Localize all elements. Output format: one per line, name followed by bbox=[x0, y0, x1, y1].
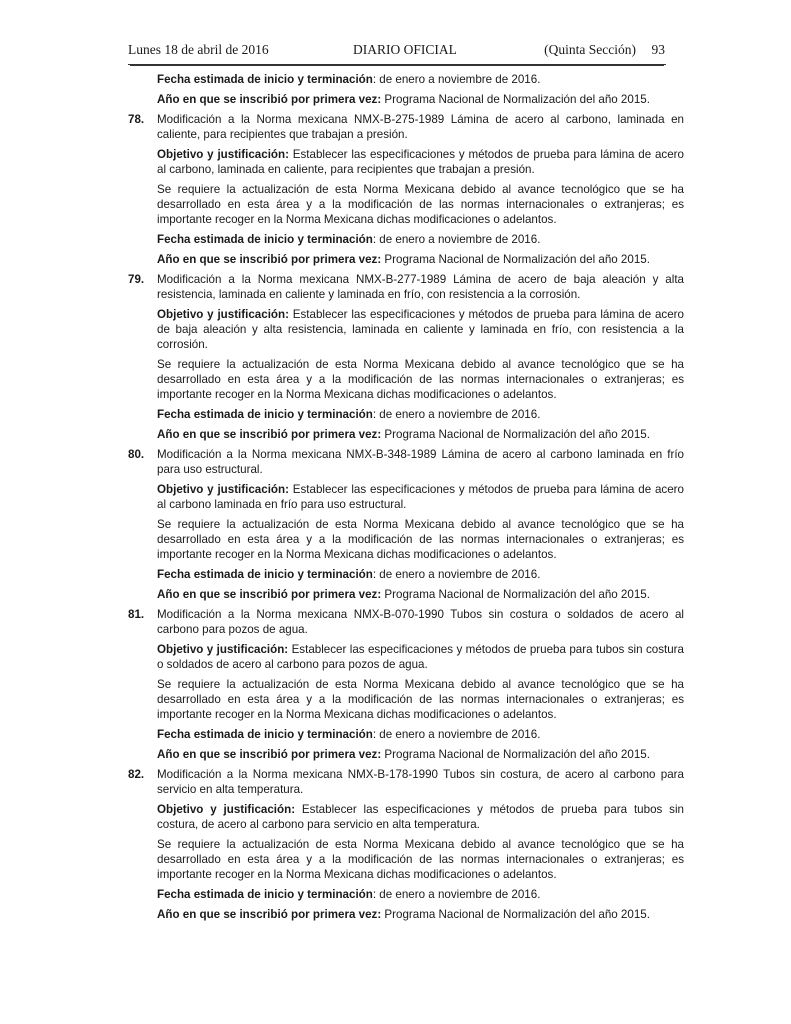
fecha-paragraph bbox=[157, 72, 684, 87]
item-body bbox=[157, 272, 684, 442]
ano-label: Año en que se inscribió por primera vez: bbox=[157, 908, 382, 921]
fecha-paragraph bbox=[157, 407, 684, 422]
objetivo-label: Objetivo y justificación: bbox=[157, 643, 289, 656]
ano-label: Año en que se inscribió por primera vez: bbox=[157, 748, 382, 761]
objetivo-label: Objetivo y justificación: bbox=[157, 308, 289, 321]
item-number: 80. bbox=[128, 448, 145, 461]
objetivo-text: Establecer las especificaciones y métodos de prueba para lámina de acero al carbono laminada en frío para uso estructural. bbox=[157, 483, 684, 511]
fecha-label: Fecha estimada de inicio y terminación bbox=[157, 888, 373, 901]
header-page-number: 93 bbox=[651, 42, 665, 57]
ano-label: Año en que se inscribió por primera vez: bbox=[157, 253, 382, 266]
fecha-paragraph bbox=[157, 727, 684, 742]
objetivo-label: Objetivo y justificación: bbox=[157, 803, 296, 816]
list-item bbox=[128, 272, 684, 442]
fecha-text: : de enero a noviembre de 2016. bbox=[372, 73, 541, 86]
list-item bbox=[128, 447, 684, 602]
fecha-text: : de enero a noviembre de 2016. bbox=[372, 728, 541, 741]
fecha-paragraph bbox=[157, 232, 684, 247]
ano-paragraph bbox=[157, 747, 684, 762]
fecha-text: : de enero a noviembre de 2016. bbox=[372, 233, 541, 246]
requiere-paragraph: Se requiere la actualización de esta Norma Mexicana debido al avance tecnológico que se ha desarrollado en esta área y a la modificación de las normas internacionales o extranjeras; es importante recoger en la Norma Mexicana dichas modificaciones o adelantos. bbox=[157, 678, 684, 721]
ano-text: Programa Nacional de Normalización del año 2015. bbox=[381, 748, 650, 761]
fecha-label: Fecha estimada de inicio y terminación bbox=[157, 728, 373, 741]
requiere-paragraph: Se requiere la actualización de esta Norma Mexicana debido al avance tecnológico que se ha desarrollado en esta área y a la modificación de las normas internacionales o extranjeras; es importante recoger en la Norma Mexicana dichas modificaciones o adelantos. bbox=[157, 358, 684, 401]
fecha-text: : de enero a noviembre de 2016. bbox=[372, 408, 541, 421]
requiere-paragraph: Se requiere la actualización de esta Norma Mexicana debido al avance tecnológico que se ha desarrollado en esta área y a la modificación de las normas internacionales o extranjeras; es importante recoger en la Norma Mexicana dichas modificaciones o adelantos. bbox=[157, 838, 684, 881]
list-item bbox=[128, 112, 684, 267]
fecha-label: Fecha estimada de inicio y terminación bbox=[157, 73, 373, 86]
ano-paragraph bbox=[157, 587, 684, 602]
ano-text: Programa Nacional de Normalización del año 2015. bbox=[381, 428, 650, 441]
objetivo-paragraph bbox=[157, 802, 684, 832]
fecha-paragraph bbox=[157, 887, 684, 902]
objetivo-label: Objetivo y justificación: bbox=[157, 483, 289, 496]
item-title: Modificación a la Norma mexicana NMX-B-178-1990 Tubos sin costura, de acero al carbono para servicio en alta temperatura. bbox=[157, 768, 684, 796]
objetivo-text: Establecer las especificaciones y métodos de prueba para tubos sin costura, de acero al carbono para servicio en alta temperatura. bbox=[157, 803, 684, 831]
objetivo-text: Establecer las especificaciones y métodos de prueba para lámina de acero de baja aleación y alta resistencia, laminada en caliente y laminada en frío, con resistencia a la corrosión. bbox=[157, 308, 684, 351]
fecha-label: Fecha estimada de inicio y terminación bbox=[157, 568, 373, 581]
ano-label: Año en que se inscribió por primera vez: bbox=[157, 588, 382, 601]
ano-label: Año en que se inscribió por primera vez: bbox=[157, 93, 382, 106]
objetivo-paragraph bbox=[157, 307, 684, 352]
fecha-label: Fecha estimada de inicio y terminación bbox=[157, 408, 373, 421]
ano-paragraph bbox=[157, 427, 684, 442]
fecha-text: : de enero a noviembre de 2016. bbox=[372, 888, 541, 901]
ano-paragraph bbox=[157, 92, 684, 107]
list-item bbox=[128, 767, 684, 922]
requiere-paragraph: Se requiere la actualización de esta Norma Mexicana debido al avance tecnológico que se ha desarrollado en esta área y a la modificación de las normas internacionales o extranjeras; es importante recoger en la Norma Mexicana dichas modificaciones o adelantos. bbox=[157, 518, 684, 561]
header-title: DIARIO OFICIAL bbox=[353, 42, 457, 57]
item-title: Modificación a la Norma mexicana NMX-B-070-1990 Tubos sin costura o soldados de acero al carbono para pozos de agua. bbox=[157, 608, 684, 636]
ano-text: Programa Nacional de Normalización del año 2015. bbox=[381, 93, 650, 106]
fecha-text: : de enero a noviembre de 2016. bbox=[372, 568, 541, 581]
item-title: Modificación a la Norma mexicana NMX-B-277-1989 Lámina de acero de baja aleación y alta resistencia, laminada en caliente y laminada en frío, con resistencia a la corrosión. bbox=[157, 273, 684, 301]
document-body bbox=[128, 72, 684, 927]
item-number: 82. bbox=[128, 768, 145, 781]
prelude bbox=[157, 72, 684, 107]
objetivo-text: Establecer las especificaciones y métodos de prueba para tubos sin costura o soldados de acero al carbono para pozos de agua. bbox=[157, 643, 684, 671]
item-body bbox=[157, 607, 684, 762]
item-title: Modificación a la Norma mexicana NMX-B-348-1989 Lámina de acero al carbono laminada en frío para uso estructural. bbox=[157, 448, 684, 476]
objetivo-label: Objetivo y justificación: bbox=[157, 148, 289, 161]
objetivo-paragraph bbox=[157, 482, 684, 512]
page-header bbox=[128, 40, 666, 65]
requiere-paragraph: Se requiere la actualización de esta Norma Mexicana debido al avance tecnológico que se ha desarrollado en esta área y a la modificación de las normas internacionales o extranjeras; es importante recoger en la Norma Mexicana dichas modificaciones o adelantos. bbox=[157, 183, 684, 226]
fecha-paragraph bbox=[157, 567, 684, 582]
item-list bbox=[128, 112, 684, 922]
header-section: (Quinta Sección) bbox=[544, 42, 636, 57]
ano-text: Programa Nacional de Normalización del año 2015. bbox=[381, 253, 650, 266]
fecha-label: Fecha estimada de inicio y terminación bbox=[157, 233, 373, 246]
ano-label: Año en que se inscribió por primera vez: bbox=[157, 428, 382, 441]
list-item bbox=[128, 607, 684, 762]
item-body bbox=[157, 112, 684, 267]
header-date: Lunes 18 de abril de 2016 bbox=[128, 42, 269, 57]
objetivo-paragraph bbox=[157, 147, 684, 177]
objetivo-paragraph bbox=[157, 642, 684, 672]
item-body bbox=[157, 447, 684, 602]
item-title: Modificación a la Norma mexicana NMX-B-275-1989 Lámina de acero al carbono, laminada en caliente, para recipientes que trabajan a presión. bbox=[157, 113, 684, 141]
item-body bbox=[157, 767, 684, 922]
ano-paragraph bbox=[157, 907, 684, 922]
item-number: 78. bbox=[128, 113, 145, 126]
item-number: 81. bbox=[128, 608, 145, 621]
objetivo-text: Establecer las especificaciones y métodos de prueba para lámina de acero al carbono, laminada en caliente, para recipientes que trabajan a presión. bbox=[157, 148, 684, 176]
ano-paragraph bbox=[157, 252, 684, 267]
ano-text: Programa Nacional de Normalización del año 2015. bbox=[381, 908, 650, 921]
item-number: 79. bbox=[128, 273, 145, 286]
ano-text: Programa Nacional de Normalización del año 2015. bbox=[381, 588, 650, 601]
